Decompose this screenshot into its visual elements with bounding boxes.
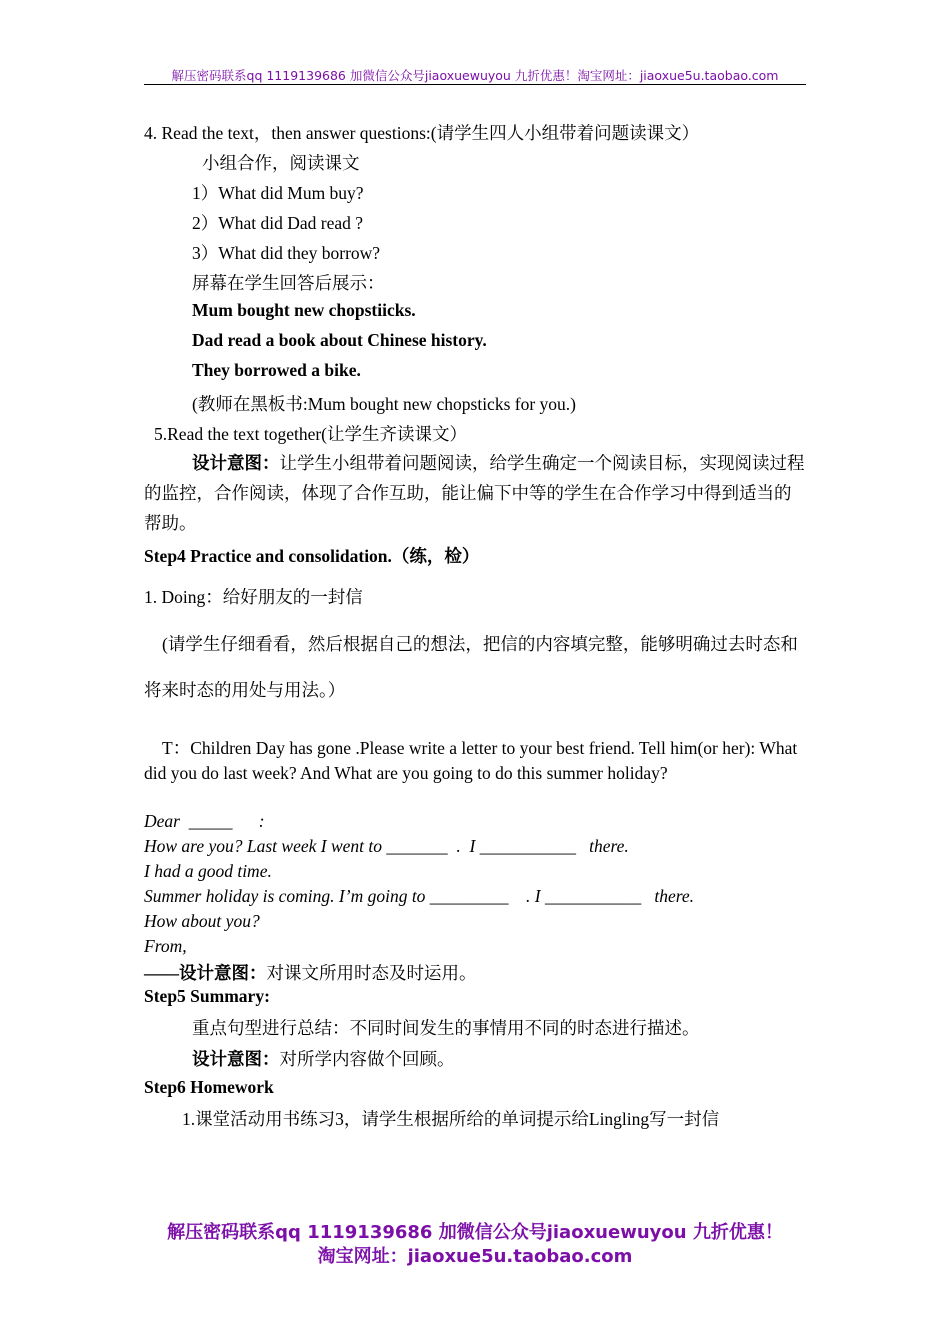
homework-item-1: 1.课堂活动用书练习3，请学生根据所给的单词提示给Lingling写一封信 bbox=[182, 1109, 720, 1129]
design-intent-label: 设计意图： bbox=[192, 1049, 280, 1069]
instruction-paragraph: (请学生仔细看看，然后根据自己的想法，把信的内容填完整，能够明确过去时态和将来时态的用处与用法。） bbox=[144, 634, 798, 700]
question-2: 2）What did Dad read ? bbox=[192, 213, 364, 233]
design-intent-text: 对所学内容做个回顾。 bbox=[279, 1049, 455, 1069]
letter-line-good-time: I had a good time. bbox=[144, 861, 272, 881]
design-intent-label: 设计意图： bbox=[179, 963, 267, 983]
step5-title: Step5 Summary: bbox=[144, 986, 270, 1006]
step4-design-intent bbox=[144, 960, 477, 985]
question-3: 3）What did they borrow? bbox=[192, 243, 381, 263]
answer-1: Mum bought new chopstiicks. bbox=[192, 300, 416, 320]
read-task: 4. Read the text，then answer questions:(请学生四人小组带着问题读课文） bbox=[144, 123, 700, 143]
letter-line-how-about: How about you? bbox=[144, 911, 260, 931]
summary-text: 重点句型进行总结：不同时间发生的事情用不同的时态进行描述。 bbox=[192, 1018, 700, 1038]
group-note: 小组合作，阅读课文 bbox=[202, 153, 360, 173]
letter-line-summer: Summer holiday is coming. I’m going to _________ . I ___________ there. bbox=[144, 886, 695, 906]
answer-3: They borrowed a bike. bbox=[192, 360, 361, 380]
answer-2: Dad read a book about Chinese history. bbox=[192, 330, 487, 350]
letter-line-last-week: How are you? Last week I went to _______ . I ___________ there. bbox=[144, 836, 629, 856]
design-intent-text: 让学生小组带着问题阅读，给学生确定一个阅读目标，实现阅读过程的监控，合作阅读，体现了合作互助，能让偏下中等的学生在合作学习中得到适当的帮助。 bbox=[144, 453, 805, 533]
question-1: 1）What did Mum buy? bbox=[192, 183, 364, 203]
footer-line-2: 淘宝网址：jiaoxue5u.taobao.com bbox=[317, 1246, 633, 1267]
read-together: 5.Read the text together(让学生齐读课文） bbox=[154, 424, 467, 444]
step4-title: Step4 Practice and consolidation.（练，检） bbox=[144, 546, 480, 566]
doing-task: 1. Doing：给好朋友的一封信 bbox=[144, 587, 363, 607]
step5-design-intent bbox=[192, 1046, 455, 1071]
dash: —— bbox=[144, 963, 179, 983]
teacher-prompt: T：Children Day has gone .Please write a letter to your best friend. Tell him(or her): What did you do last week? And What are you going to do this summer holiday? bbox=[144, 738, 798, 783]
design-intent-text: 对课文所用时态及时运用。 bbox=[266, 963, 477, 983]
blackboard-note: (教师在黑板书:Mum bought new chopsticks for you.) bbox=[192, 394, 576, 414]
screen-note: 屏幕在学生回答后展示： bbox=[192, 273, 385, 293]
step6-title: Step6 Homework bbox=[144, 1077, 274, 1097]
design-intent-paragraph bbox=[144, 448, 806, 538]
design-intent-label: 设计意图： bbox=[192, 453, 280, 473]
footer-line-1: 解压密码联系qq 1119139686 加微信公众号jiaoxuewuyou 九折优惠！ bbox=[167, 1222, 783, 1243]
page-header: 解压密码联系qq 1119139686 加微信公众号jiaoxuewuyou 九折优惠！淘宝网址：jiaoxue5u.taobao.com bbox=[144, 66, 806, 85]
letter-line-dear: Dear _____ : bbox=[144, 811, 265, 831]
letter-line-from: From, bbox=[144, 936, 187, 956]
